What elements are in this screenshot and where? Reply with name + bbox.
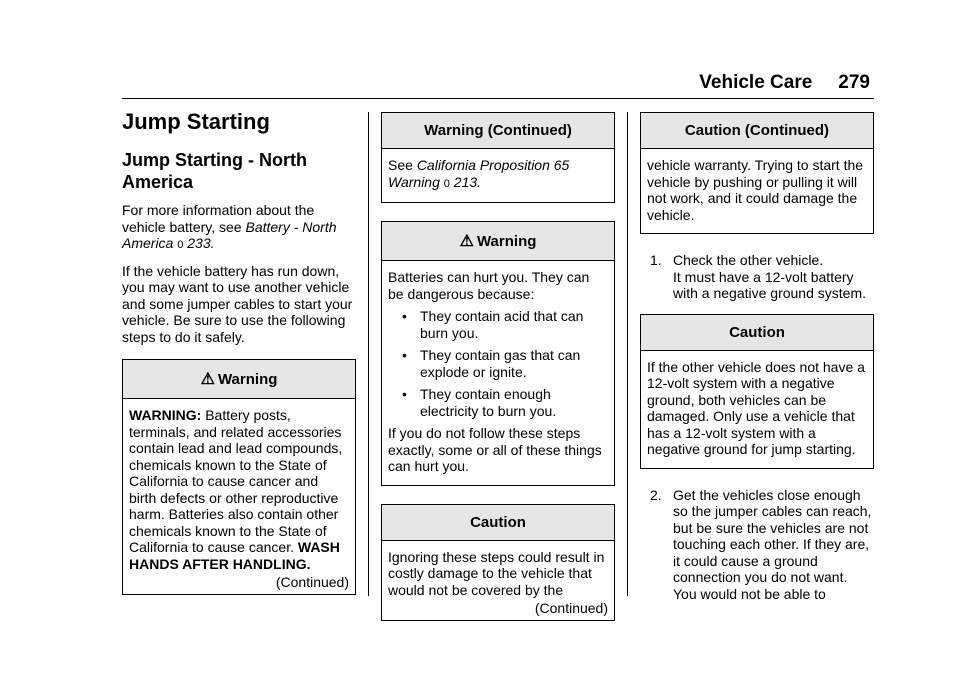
- column-divider-1: [368, 112, 369, 596]
- battery-reference-link[interactable]: Battery - North America: [122, 218, 337, 251]
- warning-box: [122, 359, 356, 595]
- continued-label: (Continued): [275, 574, 349, 590]
- caution-continued-text: vehicle warranty. Trying to start the vehicle by pushing or pulling it will not work, and it could damage the vehicle.: [647, 157, 864, 223]
- warning-intro: Batteries can hurt you. They can be dangerous because:: [388, 269, 590, 302]
- list-item: • They contain acid that can burn you.: [402, 308, 584, 341]
- warning-continued-box: Warning (Continued) See California Proposition 65 Warning 0 213.: [381, 112, 615, 203]
- steps-list-2: [640, 487, 874, 603]
- section-title: Vehicle Care: [699, 72, 813, 93]
- caution-continued-heading: Caution (Continued): [641, 113, 873, 149]
- page-ref-213[interactable]: 213.: [453, 173, 482, 190]
- warning-triangle-icon: ⚠: [200, 371, 215, 388]
- battery-warning-heading: ⚠ Warning: [382, 222, 614, 261]
- caution-text: Ignoring these steps could result in costly damage to the vehicle that would not be covered by the: [388, 548, 605, 598]
- page-header: [699, 72, 870, 94]
- step-2: 2. Get the vehicles close enough so the jumper cables can reach, but be sure the vehicles are not touching each other. If they are, it could cause a ground connection you do not want. You would not be able to: [650, 486, 872, 602]
- column-divider-2: [627, 112, 628, 596]
- continued-label: (Continued): [534, 600, 608, 616]
- caution-heading: Caution: [382, 505, 614, 541]
- header-rule: [122, 98, 874, 99]
- step-1: 1. Check the other vehicle. It must have a 12-volt battery with a negative ground system.: [650, 252, 866, 301]
- caution-12v-box: [640, 314, 874, 469]
- caution-continued-box: [640, 112, 874, 234]
- intro-paragraph: For more information about the vehicle battery, see Battery - North America 0 233.: [122, 202, 337, 251]
- column-3: [640, 112, 874, 614]
- warning-triangle-icon: ⚠: [459, 233, 474, 250]
- prop65-reference-link[interactable]: California Proposition 65 Warning: [388, 157, 570, 190]
- column-2: [381, 112, 615, 639]
- column-1: [122, 105, 356, 613]
- caution-12v-heading: Caution: [641, 315, 873, 351]
- subsection-heading: Jump Starting - North America: [122, 150, 307, 192]
- steps-list-1: [640, 252, 874, 302]
- list-item: • They contain enough electricity to burn you.: [402, 386, 557, 419]
- page-ref-symbol: 0: [443, 177, 450, 190]
- page-number: 279: [838, 72, 870, 93]
- safety-paragraph: If the vehicle battery has run down, you may want to use another vehicle and some jumper cables to start your vehicle. Be sure to use the following steps to do it safely.: [122, 262, 353, 345]
- warning-text: WARNING: Battery posts, terminals, and related accessories contain lead and lead compounds, chemicals known to the State of California to cause cancer and birth defects or other reproductive harm. Batteries also contain other chemicals known to the State of California to cause cancer. WASH HANDS AFTER HANDLING.: [129, 407, 343, 572]
- caution-box: [381, 504, 615, 622]
- caution-12v-text: If the other vehicle does not have a 12-volt system with a negative ground, both vehicles can be damaged. Only use a vehicle that has a 12-volt system with a negative ground for jump starting.: [647, 358, 865, 457]
- hazard-list: [388, 308, 608, 419]
- warning-outro: If you do not follow these steps exactly, some or all of these things can hurt you.: [388, 425, 602, 474]
- warning-box-heading: ⚠ Warning: [123, 360, 355, 399]
- page-ref-233[interactable]: 233.: [187, 235, 215, 251]
- section-heading: Jump Starting: [122, 109, 270, 134]
- battery-warning-box: [381, 221, 615, 486]
- list-item: • They contain gas that can explode or ignite.: [402, 347, 581, 380]
- warning-continued-heading: Warning (Continued): [382, 113, 614, 149]
- page-ref-symbol: 0: [177, 239, 184, 251]
